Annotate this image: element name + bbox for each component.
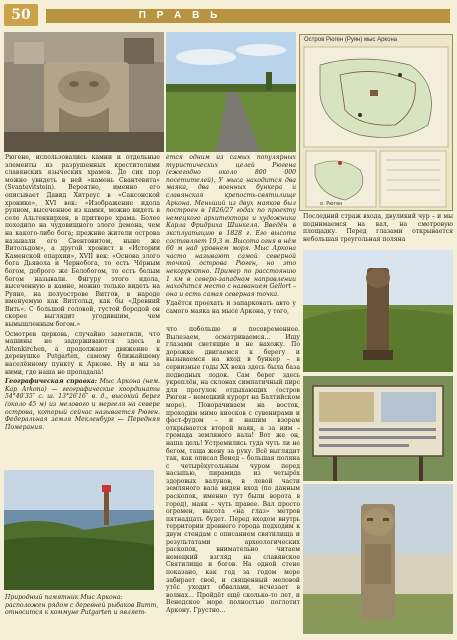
photo-road-fields: [166, 32, 296, 152]
right-para-1: Последний страж входа, двуликий чур – и мы поднимаемся на вал, на смотровую площадку. Перед глазами открывается небольшая треугольная поляна: [303, 213, 453, 243]
wooden-idol-image: [303, 484, 453, 634]
info-stand-image: [303, 376, 453, 481]
cliff-image: [4, 470, 154, 590]
photo-info-stand: [303, 376, 453, 481]
map-inset-label: о. Рюген: [320, 201, 343, 207]
map-arkona: [299, 34, 453, 211]
geo-note-text: Мыс Аркона (нем. Kap Arkona) — географические координаты 54°40′35″ с. ш. 13°26′16″ в. д., высокий берег (около 45 м) из мелового и мергеля на севере острова, который сейчас называется Рюген. Федеральная земля Мекленбург — Передняя Померания.: [5, 378, 160, 431]
page-number: 50: [4, 4, 38, 26]
mid-para-3: что побольше и посовременнее. Вылезаем, осматриваемся... Ищу глазами светящие и не нахожу. По дорожке двигаемся к берегу и вызываемся на вход в бункер – в сервизные годы ХХ века здесь была база подводных лодок. Сам берег здесь укреплён, на склонах симпатичный пирс для прогулок отдыхающих (остров Рюген – немецкий курорт на Балтийском море). Поворачиваем на восток, проходим мимо киосков с сувенирами и фаст-фудом – и нашим взорам открывается второй маяк, а за ним – громада земляного вала! Вот же он, наша цель! Устремились туда чуть ли не бегом, таща жену за руку. Всё выглядит так, как описал Венед – большая поляна с четырёхугольным чуром перед насыпью, пирамида из четырёх здоровых валунов, в левой части земляного вала виден вход (по данным раскопок, именно тут были ворота в город), маяк – чуть правее. Вал просто огромен, высота «на глаз» метров пятнадцать будет. Перед входом внутрь территории древнего города подходим к двум стендам с описанием святилища и результатами археологических раскопок, внимательно читаем немецкий взгляд на славянское Святилище и богов. На одной стене показано, как год за годом море забирает своё, и священный меловой утёс уходит обвалами, исчезает в волнах... Пройдёт ещё сколько-то лет, и Венедское море полностью поглотит Аркону. Грустно...: [166, 326, 300, 614]
road-image: [166, 32, 296, 152]
mid-para-1: ется одним из самых популярных туристических целей Рюгена (ежегодно около 800 000 посетителей). У мыса находится два маяка, два военных бункера и славянская крепость-святилище Аркона. Меньший из двух маяков был построен в 1826/27 годах по проекту немецкого архитектора и художника Карла Фридриха Шинкеля. Введён в эксплуатацию в 1828 г. Его высота составляет 19,3 м. Высота огня в нём 60 м над уровнем моря. Мыс Аркона часто называют самой северной точкой острова Рюген, но это некорректно. Пример по расстоянию 1 км в северо-западном направлении находится место с названием Gellort – она и есть самая северная точка.: [166, 154, 296, 298]
middle-column-main: [166, 326, 300, 636]
stone-idol-image: [4, 32, 164, 152]
photo-stone-idol: [4, 32, 164, 152]
middle-column-top: [166, 154, 296, 304]
mid-para-2: Удаётся проехать и запарковать авто у самого маяка на мысе Аркона, у того,: [166, 300, 296, 315]
geo-note-heading: Географическая справка:: [5, 378, 98, 386]
middle-column-intro: [166, 300, 296, 324]
photo-caption: Природный памятник Мыс Аркона: расположен рядом с деревней рыбаков Витт, относится к коммуне Putgarten и являет-: [5, 594, 159, 617]
left-para-3: [5, 378, 160, 431]
left-para-1: Рюгене, использовались камни и отдельные элементы из разрушенных крестителями славянских языческих храмов. До сих пор можно увидеть в ней «камень Свантевита» (Svantevitstein). Вероятно, именно его описывает Давид Хитреус в «Саксонской хронике», XVI век: «Изображение идола руяном, высеченное из камня, можно видеть в селе Альтенкирхен, в притворе храма. Более походило на чудовищного злого демона, чем на какого-либо бога; прежние жители острова называли его Свентовитом, ныне же Витольдом», а другой хронист в «Истории Каменской епархии», XVII век: «Основа злого бога Дьявола и Чернобога, то есть Чёрным богом, доброго же Белобогом, то есть белым богом называли. Фигуру этого идола, высеченную в камне, можно только видеть на Руяне, на полуострове Витгов, в народе именуемую как Витгольд, как бы «Древний Вить». С большой головой, густой бородой он скорее выглядит угодившим, чем вымышленным богом.»: [5, 154, 160, 329]
right-column: [303, 213, 453, 247]
header-band: [46, 9, 450, 23]
photo-cliff: [4, 470, 154, 590]
page-header: [0, 0, 457, 30]
photo-wooden-idol: [303, 484, 453, 634]
chur-image: [303, 250, 453, 372]
map-drawing: [300, 35, 452, 210]
photo-chur-figure: [303, 250, 453, 372]
map-title: Остров Рюген (Руян) мыс Аркона: [304, 37, 398, 43]
left-para-2: Осмотрев церковь, случайно заметили, что машины не задерживаются здесь в Altenkirchen, а продолжают движение к деревушке Putgarten, самому ближайшему населённому пункту к Арконе. Ну и мы за ними, где наша не пропадала!: [5, 330, 160, 376]
section-title: П Р А В Ь: [138, 10, 222, 21]
